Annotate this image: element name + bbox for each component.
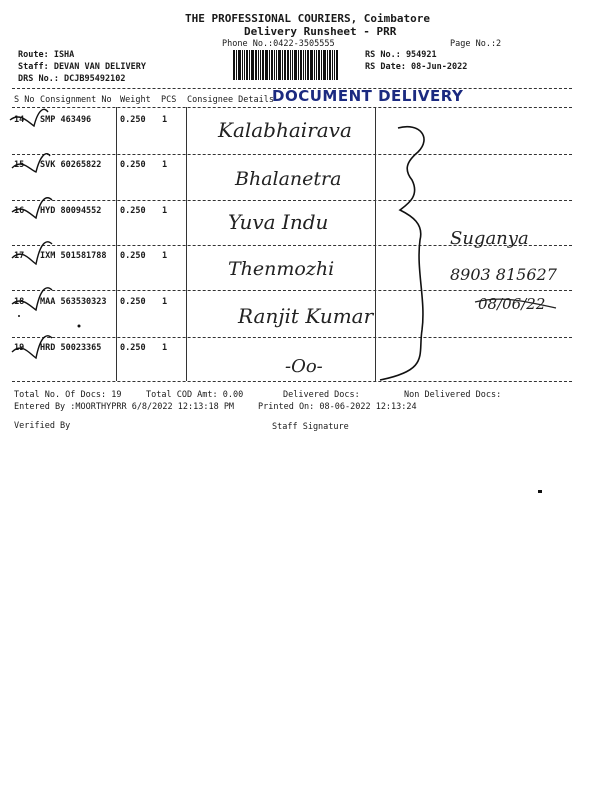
barcode-bar	[260, 50, 261, 80]
barcode-bar	[307, 50, 309, 80]
barcode-bar	[244, 50, 245, 80]
row-weight: 0.250	[120, 160, 146, 170]
barcode-bar	[278, 50, 281, 80]
col-pcs: PCS	[161, 95, 177, 105]
row-consignment: SVK 60265822	[40, 160, 102, 170]
row-pcs: 1	[162, 251, 168, 261]
barcode-bar	[274, 50, 275, 80]
barcode-bar	[300, 50, 302, 80]
barcode-bar	[271, 50, 273, 80]
row-consignee: Ranjit Kumar	[238, 304, 374, 328]
staff-label: Staff: DEVAN VAN DELIVERY	[18, 62, 146, 72]
col-consignee: Consignee Details	[187, 95, 274, 105]
rs-number: RS No.: 954921	[365, 50, 437, 60]
barcode-bar	[336, 50, 338, 80]
receiver-name: Suganya	[450, 228, 529, 249]
staff-signature: Staff Signature	[272, 422, 349, 432]
verified-by: Verified By	[14, 421, 71, 431]
row-consignment: HRD 50023365	[40, 343, 102, 353]
barcode-bar	[262, 50, 264, 80]
barcode-bar	[249, 50, 250, 80]
document-delivery-stamp: DOCUMENT DELIVERY	[272, 87, 464, 105]
barcode-bar	[255, 50, 257, 80]
row-sno: 16	[14, 206, 25, 216]
row-consignment: IXM 501581788	[40, 251, 107, 261]
barcode-bar	[287, 50, 289, 80]
col-consignment: Consignment No	[40, 95, 112, 105]
row-consignment: HYD 80094552	[40, 206, 102, 216]
barcode-bar	[298, 50, 299, 80]
barcode-bar	[284, 50, 286, 80]
receiver-phone: 8903 815627	[450, 265, 557, 284]
page-number: Page No.:2	[450, 39, 502, 49]
barcode-bar	[258, 50, 259, 80]
barcode-bar	[318, 50, 320, 80]
tick-mark	[10, 109, 48, 126]
barcode-bar	[251, 50, 254, 80]
tick-mark	[12, 154, 50, 172]
barcode-icon	[233, 50, 353, 80]
tick-mark	[12, 198, 52, 218]
barcode-bar	[323, 50, 326, 80]
barcode-bar	[276, 50, 277, 80]
barcode-bar	[316, 50, 317, 80]
barcode-bar	[246, 50, 248, 80]
barcode-bar	[327, 50, 328, 80]
tick-mark	[12, 336, 52, 358]
speck	[538, 490, 542, 493]
row-consignment: MAA 563530323	[40, 297, 107, 307]
barcode-bar	[310, 50, 313, 80]
route-label: Route: ISHA	[18, 50, 75, 60]
barcode-bar	[265, 50, 268, 80]
barcode-bar	[282, 50, 283, 80]
row-pcs: 1	[162, 297, 168, 307]
barcode-bar	[292, 50, 293, 80]
row-consignee: Bhalanetra	[235, 168, 342, 190]
row-pcs: 1	[162, 160, 168, 170]
phone-number: Phone No.:0422-3505555	[222, 39, 335, 49]
col-weight: Weight	[120, 95, 151, 105]
row-pcs: 1	[162, 115, 168, 125]
receiver-date: 08/06/22	[478, 295, 546, 313]
tick-mark	[12, 288, 52, 310]
total-docs: Total No. Of Docs: 19	[14, 390, 122, 400]
rs-date: RS Date: 08-Jun-2022	[365, 62, 468, 72]
printed-on: Printed On: 08-06-2022 12:13:24	[258, 402, 417, 412]
tick-mark	[12, 242, 52, 264]
col-sno: S No	[14, 95, 35, 105]
row-sno: 14	[14, 115, 25, 125]
row-consignee: Yuva Indu	[228, 210, 329, 234]
row-sno: 17	[14, 251, 25, 261]
drs-number: DRS No.: DCJB95492102	[18, 74, 126, 84]
row-weight: 0.250	[120, 251, 146, 261]
barcode-bar	[290, 50, 291, 80]
barcode-bar	[303, 50, 304, 80]
barcode-bar	[321, 50, 322, 80]
barcode-bar	[314, 50, 315, 80]
barcode-bar	[329, 50, 331, 80]
delivered-docs: Delivered Docs:	[283, 390, 360, 400]
row-weight: 0.250	[120, 343, 146, 353]
total-cod: Total COD Amt: 0.00	[146, 390, 244, 400]
barcode-bar	[233, 50, 235, 80]
row-weight: 0.250	[120, 115, 146, 125]
barcode-bar	[238, 50, 241, 80]
barcode-bar	[236, 50, 237, 80]
barcode-bar	[334, 50, 335, 80]
barcode-bar	[332, 50, 333, 80]
company-title: THE PROFESSIONAL COURIERS, Coimbatore	[185, 12, 431, 25]
row-sno: 15	[14, 160, 25, 170]
row-sno: 18	[14, 297, 25, 307]
non-delivered-docs: Non Delivered Docs:	[404, 390, 502, 400]
barcode-bar	[305, 50, 306, 80]
barcode-bar	[242, 50, 243, 80]
row-consignee: Thenmozhi	[228, 258, 335, 280]
row-consignee: Kalabhairava	[218, 118, 352, 142]
row-pcs: 1	[162, 343, 168, 353]
row-sno: 19	[14, 343, 25, 353]
runsheet-subtitle: Delivery Runsheet - PRR	[244, 25, 397, 38]
row-pcs: 1	[162, 206, 168, 216]
entered-by: Entered By :MOORTHYPRR 6/8/2022 12:13:18 PM	[14, 402, 235, 412]
row-weight: 0.250	[120, 297, 146, 307]
barcode-bar	[294, 50, 297, 80]
barcode-bar	[269, 50, 270, 80]
brace-mark	[380, 127, 424, 380]
row-weight: 0.250	[120, 206, 146, 216]
row-consignee: -Oo-	[285, 356, 323, 377]
row-consignment: SMP 463496	[40, 115, 92, 125]
